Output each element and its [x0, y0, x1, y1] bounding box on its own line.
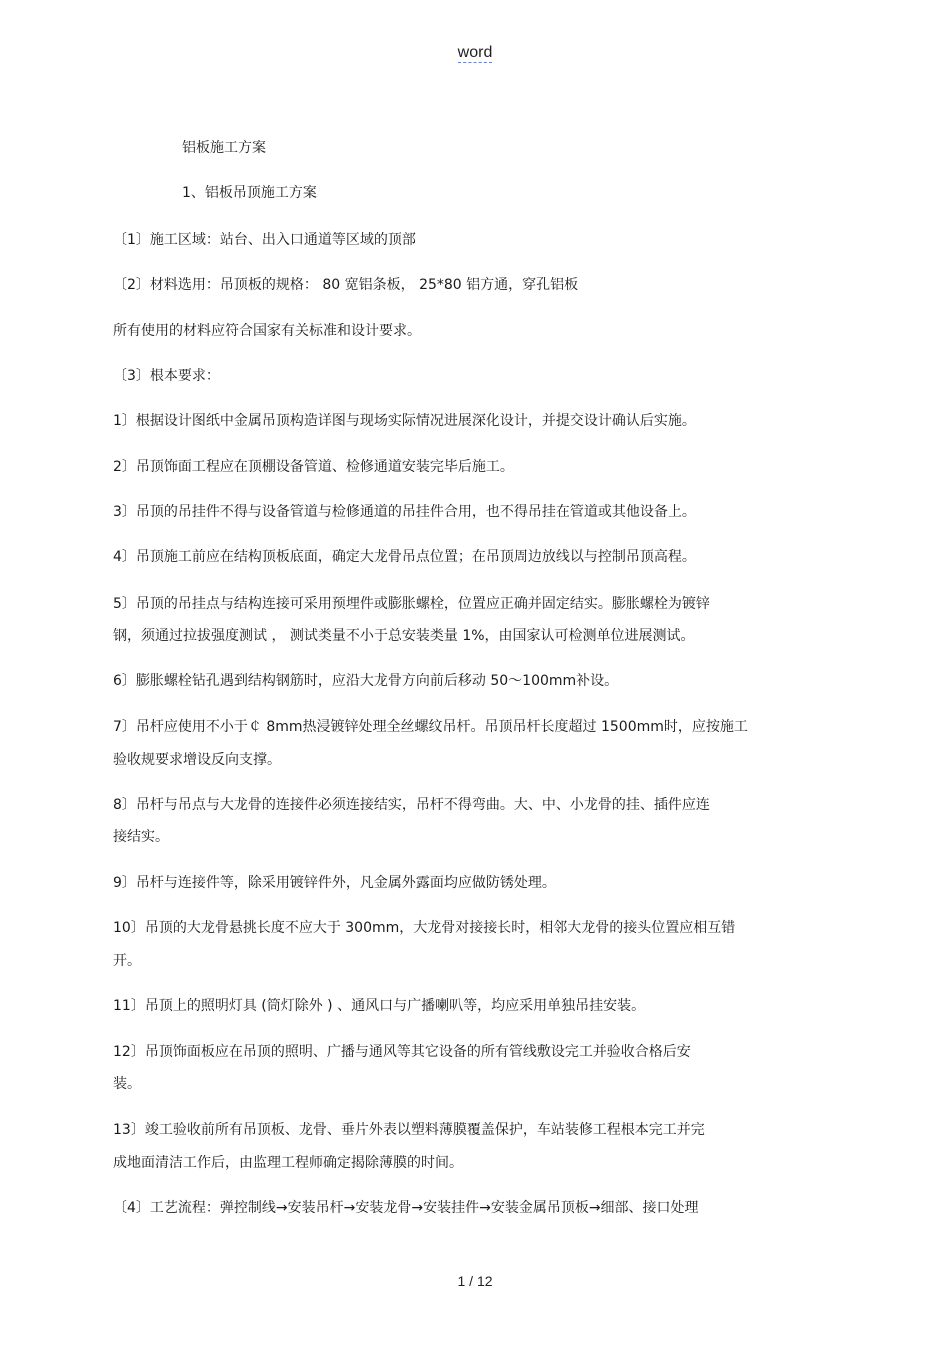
- header-title: word: [457, 44, 493, 61]
- paragraph-line: 12〕吊顶饰面板应在吊顶的照明、广播与通风等其它设备的所有管线敷设完工并验收合格后安: [113, 1044, 691, 1060]
- paragraph-line: 5〕吊顶的吊挂点与结构连接可采用预埋件或膨胀螺栓，位置应正确并固定结实。膨胀螺栓为镀锌: [113, 596, 710, 612]
- paragraph-line: 9〕吊杆与连接件等，除采用镀锌件外，凡金属外露面均应做防锈处理。: [113, 875, 556, 891]
- paragraph-line: 〔3〕根本要求：: [113, 368, 220, 384]
- doc-title: 铝板施工方案: [182, 140, 266, 156]
- paragraph-line: 10〕吊顶的大龙骨悬挑长度不应大于 300mm，大龙骨对接接长时，相邻大龙骨的接头位置应相互错: [113, 920, 736, 936]
- paragraph-line: 〔4〕工艺流程：弹控制线→安装吊杆→安装龙骨→安装挂件→安装金属吊顶板→细部、接口处理: [113, 1200, 699, 1216]
- paragraph-line: 〔2〕材料选用：吊顶板的规格： 80 宽铝条板， 25*80 铝方通，穿孔铝板: [113, 277, 579, 293]
- paragraph-line: 8〕吊杆与吊点与大龙骨的连接件必须连接结实，吊杆不得弯曲。大、中、小龙骨的挂、插件应连: [113, 797, 710, 813]
- paragraph-line: 6〕膨胀螺栓钻孔遇到结构钢筋时，应沿大龙骨方向前后移动 50～100mm补设。: [113, 673, 619, 689]
- section-heading: 1、铝板吊顶施工方案: [182, 185, 317, 201]
- paragraph-line: 13〕竣工验收前所有吊顶板、龙骨、垂片外表以塑料薄膜覆盖保护，车站装修工程根本完工并完: [113, 1122, 705, 1138]
- paragraph-line: 接结实。: [113, 829, 169, 845]
- paragraph-line: 成地面清洁工作后，由监理工程师确定揭除薄膜的时间。: [113, 1155, 463, 1171]
- paragraph-line: 钢，须通过拉拔强度测试 ， 测试类量不小于总安装类量 1%，由国家认可检测单位进展测试。: [113, 628, 695, 644]
- paragraph-line: 4〕吊顶施工前应在结构顶板底面，确定大龙骨吊点位置；在吊顶周边放线以与控制吊顶高程。: [113, 549, 696, 565]
- paragraph-line: 〔1〕施工区域：站台、出入口通道等区域的顶部: [113, 232, 416, 248]
- paragraph-line: 开。: [113, 953, 141, 969]
- paragraph-line: 3〕吊顶的吊挂件不得与设备管道与检修通道的吊挂件合用，也不得吊挂在管道或其他设备上。: [113, 504, 696, 520]
- paragraph-line: 7〕吊杆应使用不小于￠ 8mm热浸镀锌处理全丝螺纹吊杆。吊顶吊杆长度超过 1500mm时，应按施工: [113, 719, 748, 735]
- paragraph-line: 验收规要求增设反向支撑。: [113, 752, 281, 768]
- paragraph-line: 装。: [113, 1076, 141, 1092]
- paragraph-line: 所有使用的材料应符合国家有关标准和设计要求。: [113, 323, 421, 339]
- page-number: 1 / 12: [457, 1273, 493, 1289]
- paragraph-line: 11〕吊顶上的照明灯具 (筒灯除外 ) 、通风口与广播喇叭等，均应采用单独吊挂安装。: [113, 998, 646, 1014]
- paragraph-line: 1〕根据设计图纸中金属吊顶构造详图与现场实际情况进展深化设计，并提交设计确认后实施。: [113, 413, 696, 429]
- paragraph-line: 2〕吊顶饰面工程应在顶棚设备管道、检修通道安装完毕后施工。: [113, 459, 514, 475]
